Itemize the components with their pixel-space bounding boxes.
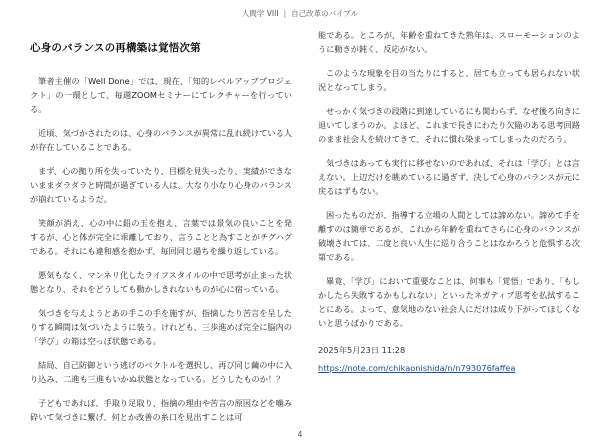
paragraph: 結局、自己防御という逃げのベクトルを選択し、再び同じ繭の中に入り込み、二進も三進もいかぬ状態となっている。どうしたものか！？ [30,360,292,384]
paragraph: 気づきを与えようとあの手この手を施すが、指摘したり苦言を呈したりする瞬間は気づいたように装う。けれども、三歩進めば完全に脳内の「学び」の箱は空っぽ状態である。 [30,308,293,346]
paragraph: 困ったものだが、指導する立場の人間としては諦めない。諦めて手を離すのは簡単であるが、これから年齢を重ねてさらに心身のバランスが破壊されては、二度と良い人生に巡り合うことはなかろうと危惧する次第である。 [318,210,581,262]
paragraph: 畢竟、「学び」において重要なことは、何事も「覚悟」であり、「もしかしたら失敗するかもしれない」といったネガティブ思考を払拭することにある。よって、意気地のない社会人にだけは成り下がってほしくないと思うばかりである。 [318,276,580,328]
paragraph: 能である。ところが、年齢を重ねてきた熟年は、スローモーションのように動きが鈍く、反応がない。 [318,30,580,54]
left-column [30,40,292,434]
paragraph: 筆者主催の「Well Done」では、現在、「知的レベルアッププロジェクト」の一環として、毎週ZOOMセミナーにてレクチャーを行っている。 [30,76,292,114]
paragraph: 笑顔が消え、心の中に鉛の玉を抱え、言葉では景気の良いことを発するが、心と体が完全に乖離しており、言うことと為すことがチグハグである。それにも違和感を抱かず、毎回同じ過ちを繰り返している。 [30,218,292,256]
paragraph: 近頃、気づかされたのは、心身のバランスが異常に乱れ続けている人が存在していることである。 [30,128,292,152]
running-header [0,8,600,19]
article-title: 心身のバランスの再構築は覚悟次第 [30,42,201,54]
book-title: 人間学 VIII [241,9,279,18]
paragraph: 気づきはあっても実行に移せないのであれば、それは「学び」とは言えない。上辺だけを眺めているに過ぎず、決して心身のバランスが元に戻るはずもない。 [318,158,580,196]
paragraph: 悪気もなく、マンネリ化したライフスタイルの中で思考が止まった状態となり、それをどうしても動かしきれないものが心に宿っている。 [30,270,292,294]
source-link[interactable]: https://note.com/chikaonishida/n/n793076faffea [318,363,516,373]
post-date: 2025年5月23日 11:28 [318,345,406,355]
paragraph: まず、心の拠り所を失っていたり、目標を見失ったり、実績ができないままダラダラと時間が過ぎている人は、大なり小なり心身のバランスが崩れているようだ。 [30,166,292,204]
book-subtitle: 自己改革のバイブル [291,9,359,18]
paragraph: 子どもであれば、手取り足取り、指摘の理由や苦言の原因などを噛み砕いて気づきに繋げ、何とか改善の糸口を見出すことは可 [30,398,292,422]
paragraph: このような現象を目の当たりにすると、居ても立っても居られない状況となってしまう。 [318,68,580,92]
paragraph: せっかく気づきの段階に到達しているにも関わらず、なぜ後ろ向きに退いてしまうのか。よほど、これまで長きにわたり欠陥のある思考回路のまま社会人を続けてきて、それに慣れ染まってしまったのだろう。 [318,106,581,144]
right-column [318,28,580,375]
page-number: 4 [297,430,303,439]
header-separator: | [283,9,287,18]
